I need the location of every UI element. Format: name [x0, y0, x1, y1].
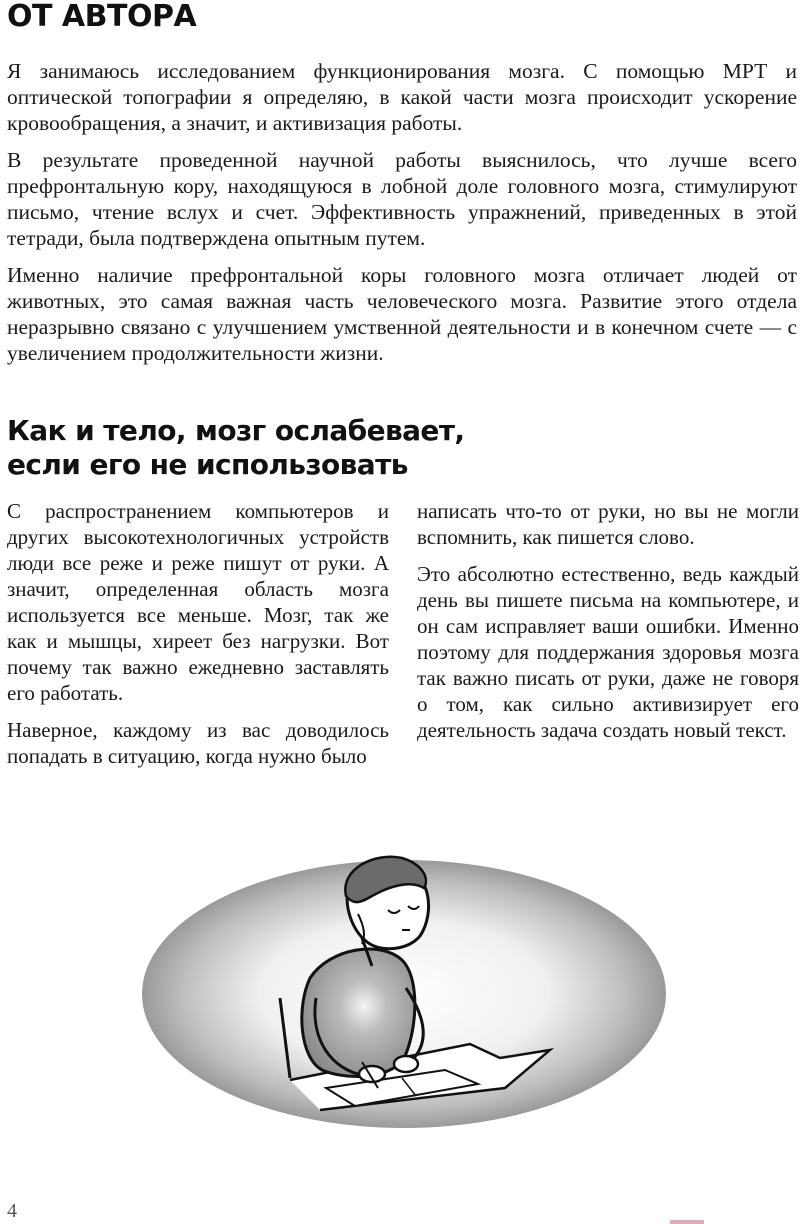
right-paragraph-1: написать что-то от руки, но вы не могли вспомнить, как пишется слово. [417, 499, 799, 549]
person-writing-illustration [140, 848, 668, 1134]
section-heading-line-2: если его не использовать [7, 448, 408, 481]
page-number: 4 [7, 1200, 17, 1222]
section-heading [7, 414, 607, 482]
page-title: ОТ АВТОРА [7, 0, 197, 34]
right-column [417, 498, 799, 754]
intro-paragraph-3: Именно наличие префронтальной коры головного мозга отличает людей от животных, это самая важная часть человеческого мозга. Развитие этого отдела неразрывно связано с улучшением умственной деятельности и в конечном счете — с увеличением продолжительности жизни. [7, 263, 797, 365]
left-paragraph-1: С распространением компьютеров и других высокотехнологичных устройств люди все реже и реже пишут от руки. А значит, определенная область мозга используется все меньше. Мозг, так же как и мышцы, хиреет без нагрузки. Вот почему так важно ежедневно заставлять его работать. [7, 499, 389, 705]
left-column [7, 498, 389, 780]
section-heading-line-1: Как и тело, мозг ослабевает, [7, 414, 465, 447]
right-paragraph-2: Это абсолютно естественно, ведь каждый день вы пишете письма на компьютере, и он сам исправляет ваши ошибки. Именно поэтому для поддержания здоровья мозга так важно писать от руки, даже не говоря о том, как сильно активизирует его деятельность задача создать новый текст. [417, 562, 799, 742]
intro-paragraph-1: Я занимаюсь исследованием функционирования мозга. С помощью МРТ и оптической топографии я определяю, в какой части мозга происходит ускорение кровообращения, а значит, и активизация работы. [7, 59, 797, 135]
page-accent-mark [670, 1220, 704, 1224]
illustration-svg [140, 848, 668, 1134]
left-paragraph-2: Наверное, каждому из вас доводилось попадать в ситуацию, когда нужно было [7, 718, 389, 768]
intro-paragraph-2: В результате проведенной научной работы выяснилось, что лучше всего префронтальную кору, находящуюся в лобной доле головного мозга, стимулируют письмо, чтение вслух и счет. Эффективность упражнений, приведенных в этой тетради, была подтверждена опытным путем. [7, 148, 797, 250]
intro-text [7, 58, 797, 377]
